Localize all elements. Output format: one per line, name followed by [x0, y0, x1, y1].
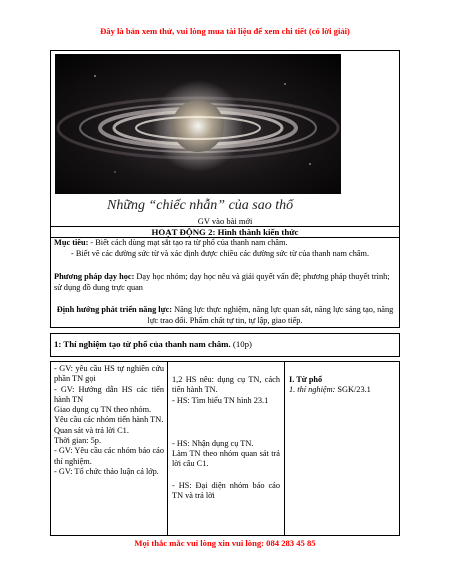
- spacer: [172, 428, 280, 439]
- contact-banner: Mọi thắc mắc vui lòng xin vui lòng: 084 283 45 85: [134, 538, 316, 548]
- section-title-text: 1: Thí nghiệm tạo từ phổ của thanh nam châm.: [54, 339, 231, 349]
- spacer: [172, 364, 280, 375]
- list-item: - GV: Hướng dẫn HS các tiến hành TN: [54, 384, 164, 404]
- saturn-rings-photo: [55, 54, 341, 194]
- section-time: (10p): [230, 339, 252, 349]
- list-item: - GV: Tổ chức thảo luận cả lớp.: [54, 466, 159, 476]
- intro-text: GV vào bài mới: [197, 216, 253, 226]
- list-item: Làm TN theo nhóm quan sát trả lời câu C1.: [172, 449, 280, 469]
- methods-paragraph: [54, 272, 396, 293]
- content-heading: [289, 375, 395, 385]
- image-caption: Những “chiếc nhẫn” của sao thổ: [107, 198, 294, 213]
- teacher-column: [51, 362, 168, 535]
- list-item: - HS: Nhận dụng cụ TN.: [172, 438, 254, 448]
- list-item: Quan sát và trả lời C1.: [54, 425, 129, 435]
- list-item: Thời gian: 5p.: [54, 436, 102, 446]
- lesson-frame: [50, 50, 400, 328]
- activity-table: [50, 361, 400, 536]
- activity-heading: HOẠT ĐỘNG 2: Hình thành kiến thức: [151, 227, 299, 237]
- list-item: - HS: Đại diện nhóm báo cáo TN và trả lời: [172, 480, 280, 501]
- list-item: - HS: Tìm hiểu TN hình 23.1: [172, 395, 269, 405]
- objectives-label: Mục tiêu:: [54, 238, 89, 247]
- list-item: 1,2 HS nêu: dụng cụ TN, cách tiến hành TN.: [172, 375, 280, 395]
- spacer: [172, 470, 280, 481]
- spacer: [172, 406, 280, 417]
- competency-paragraph: [54, 305, 396, 326]
- list-item: - GV: Yêu cầu các nhóm báo cáo thí nghiệm.: [54, 446, 164, 466]
- section-title-row: [50, 333, 400, 357]
- saturn-illustration: [55, 54, 341, 194]
- preview-banner: Đây là bản xem thử, vui lòng mua tài liệu để xem chi tiết (có lời giải): [100, 26, 350, 36]
- content-item: [289, 385, 395, 395]
- content-item-text: SGK/23.1: [335, 385, 371, 395]
- objectives-line1: [54, 238, 396, 249]
- methods-text: Dạy học nhóm; dạy học nêu và giải quyết vấn đề; phương pháp thuyết trình; sử dụng đồ dung trực quan: [54, 272, 390, 292]
- spacer: [172, 417, 280, 428]
- list-item: - GV: yêu cầu HS tự nghiên cứu phần TN gọi: [54, 364, 164, 384]
- content-column: [285, 362, 399, 535]
- content-item-label: 1. thí nghiệm:: [289, 385, 336, 395]
- list-item: Yêu cầu các nhóm tiến hành TN.: [54, 415, 164, 425]
- student-column: [168, 362, 285, 535]
- objectives-text: - Biết cách dùng mạt sắt tạo ra từ phổ của thanh nam châm.: [88, 238, 288, 247]
- list-item: Giao dụng cụ TN theo nhóm.: [54, 405, 152, 415]
- methods-label: Phương pháp dạy học:: [54, 272, 135, 281]
- spacer: [289, 364, 395, 375]
- objectives-line2: - Biết vẽ các đường sức từ và xác định được chiều các đường sức từ của thanh nam châm.: [71, 249, 370, 258]
- competency-label: Định hướng phát triển năng lực:: [56, 305, 173, 314]
- competency-text: Năng lực thực nghiệm, năng lực quan sát, năng lực sáng tạo, năng lực trao đổi. Phẩm chất tự tin, tự lập, giao tiếp.: [147, 305, 394, 325]
- content-heading-text: I. Từ phổ: [289, 375, 323, 384]
- section-title: [54, 339, 252, 349]
